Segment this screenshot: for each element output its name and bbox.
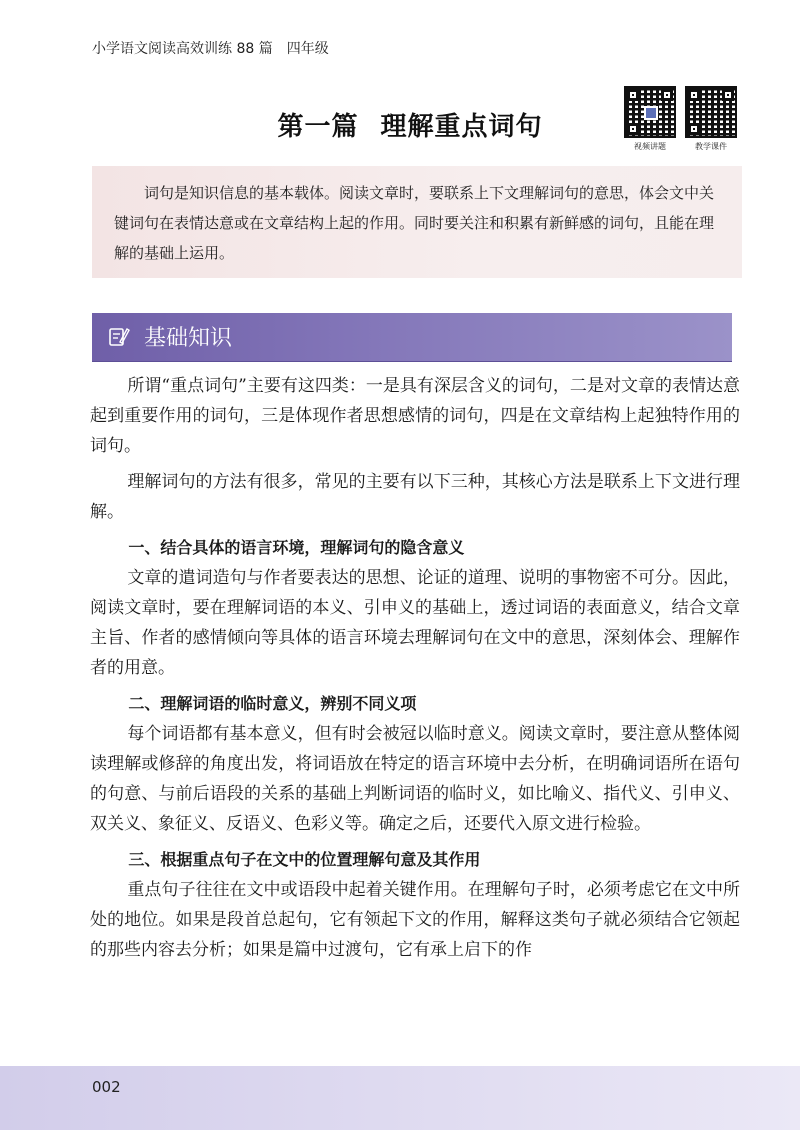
notebook-pencil-icon [108,325,130,347]
body-text [90,371,740,965]
qr-code-icon [685,86,737,138]
qr-label-video: 视频讲题 [634,142,666,151]
running-header [92,38,329,58]
qr-code-icon [624,86,676,138]
grade-label: 四年级 [286,41,329,57]
chapter-name: 理解重点词句 [380,112,543,142]
subheading: 一、结合具体的语言环境，理解词句的隐含意义 [128,538,465,557]
paragraph: 重点句子往往在文中或语段中起着关键作用。在理解句子时，必须考虑它在文中所处的地位。如果是段首总起句，它有领起下文的作用，解释这类句子就必须结合它领起的那些内容去分析；如果是篇中过渡句，它有承上启下的作 [90,880,740,960]
subheading: 三、根据重点句子在文中的位置理解句意及其作用 [128,850,481,869]
qr-courseware[interactable] [683,86,739,152]
qr-label-courseware: 教学课件 [695,142,727,151]
intro-text: 词句是知识信息的基本载体。阅读文章时，要联系上下文理解词句的意思，体会文中关键词句在表情达意或在文章结构上起的作用。同时要关注和积累有新鲜感的词句，且能在理解的基础上运用。 [114,184,715,262]
section-title: 基础知识 [144,326,233,351]
chapter-number: 第一篇 [277,112,359,142]
subheading: 二、理解词语的临时意义，辨别不同义项 [128,694,417,713]
paragraph: 理解词句的方法有很多，常见的主要有以下三种，其核心方法是联系上下文进行理解。 [90,472,740,522]
intro-box [92,166,742,278]
paragraph: 所谓“重点词句”主要有这四类：一是具有深层含义的词句，二是对文章的表情达意起到重要作用的词句，三是体现作者思想感情的词句，四是在文章结构上起独特作用的词句。 [90,376,740,456]
book-title: 小学语文阅读高效训练 88 篇 [92,41,273,57]
section-header [92,313,732,361]
footer-band [0,1066,800,1130]
page-number: 002 [92,1078,121,1096]
chapter-title [0,106,800,143]
qr-video[interactable] [622,86,678,152]
paragraph: 文章的遣词造句与作者要表达的思想、论证的道理、说明的事物密不可分。因此，阅读文章时，要在理解词语的本义、引申义的基础上，透过词语的表面意义，结合文章主旨、作者的感情倾向等具体的语言环境去理解词句在文中的意思，深刻体会、理解作者的用意。 [90,568,740,678]
paragraph: 每个词语都有基本意义，但有时会被冠以临时意义。阅读文章时，要注意从整体阅读理解或修辞的角度出发，将词语放在特定的语言环境中去分析，在明确词语所在语句的句意、与前后语段的关系的基础上判断词语的临时义，如比喻义、指代义、引申义、双关义、象征义、反语义、色彩义等。确定之后，还要代入原文进行检验。 [90,724,740,834]
